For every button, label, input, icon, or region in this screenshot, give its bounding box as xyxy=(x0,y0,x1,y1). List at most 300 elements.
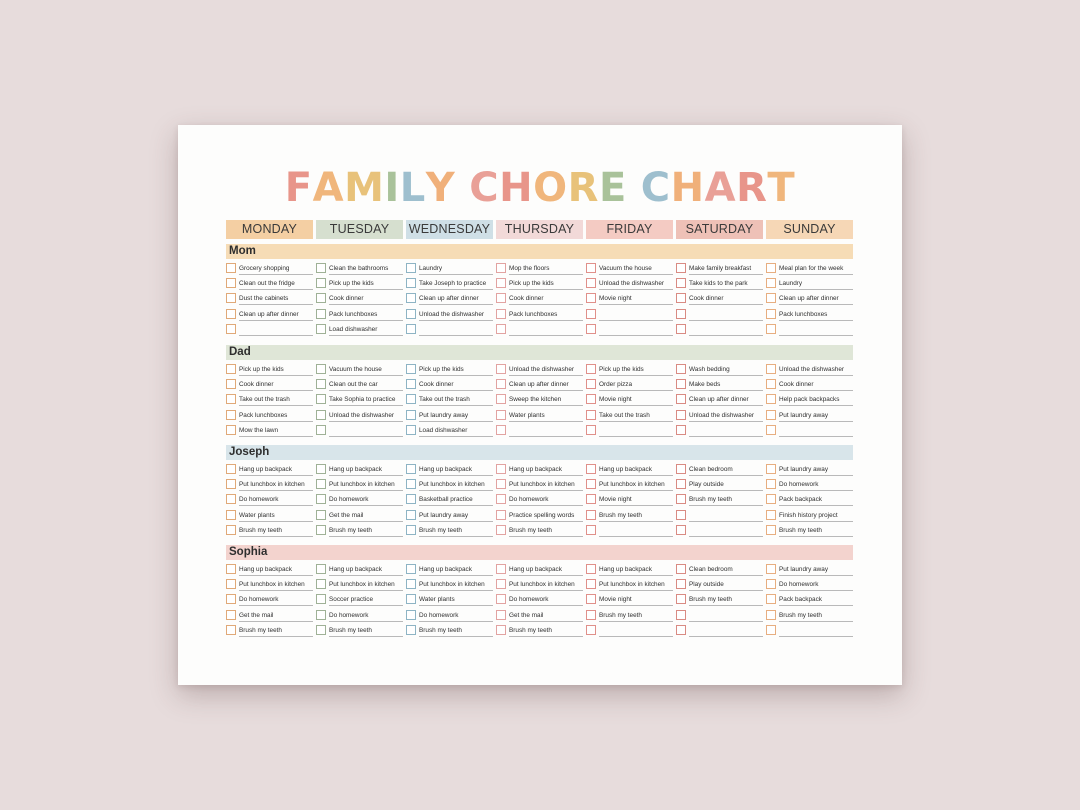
task-underline xyxy=(779,590,853,591)
task-checkbox[interactable] xyxy=(496,510,506,520)
task-underline xyxy=(509,335,583,336)
task-row xyxy=(496,363,583,378)
task-checkbox[interactable] xyxy=(406,293,416,303)
task-checkbox[interactable] xyxy=(496,610,506,620)
task-row xyxy=(586,277,673,292)
task-label: Get the mail xyxy=(509,611,544,619)
task-row xyxy=(496,378,583,393)
task-checkbox[interactable] xyxy=(496,263,506,273)
task-checkbox[interactable] xyxy=(496,625,506,635)
task-checkbox[interactable] xyxy=(406,594,416,604)
task-row xyxy=(496,563,583,578)
task-checkbox[interactable] xyxy=(676,324,686,334)
title-letter xyxy=(455,165,469,211)
task-checkbox[interactable] xyxy=(316,610,326,620)
task-row xyxy=(586,463,673,478)
task-checkbox[interactable] xyxy=(676,464,686,474)
task-label: Unload the dishwasher xyxy=(329,411,395,419)
task-checkbox[interactable] xyxy=(766,564,776,574)
task-checkbox[interactable] xyxy=(406,394,416,404)
task-checkbox[interactable] xyxy=(406,579,416,589)
task-row xyxy=(316,424,403,439)
task-checkbox[interactable] xyxy=(226,394,236,404)
task-label: Cook dinner xyxy=(239,381,274,389)
task-row xyxy=(676,463,763,478)
task-label: Pack lunchboxes xyxy=(329,310,378,318)
task-checkbox[interactable] xyxy=(226,525,236,535)
task-checkbox[interactable] xyxy=(406,425,416,435)
task-row xyxy=(226,478,313,493)
task-underline xyxy=(419,274,493,275)
task-checkbox[interactable] xyxy=(226,610,236,620)
task-checkbox[interactable] xyxy=(586,479,596,489)
task-checkbox[interactable] xyxy=(316,278,326,288)
task-checkbox[interactable] xyxy=(766,464,776,474)
task-underline xyxy=(329,289,403,290)
task-row xyxy=(316,493,403,508)
task-row xyxy=(586,393,673,408)
task-underline xyxy=(779,289,853,290)
task-checkbox[interactable] xyxy=(676,510,686,520)
task-label: Vacuum the house xyxy=(329,366,382,373)
section-dad xyxy=(226,345,853,439)
title-letter: H xyxy=(499,165,534,211)
task-label: Clean out the fridge xyxy=(239,280,295,288)
task-label: Brush my teeth xyxy=(779,526,822,534)
task-underline xyxy=(329,405,403,406)
task-checkbox[interactable] xyxy=(586,410,596,420)
task-checkbox[interactable] xyxy=(586,464,596,474)
task-checkbox[interactable] xyxy=(406,278,416,288)
task-row xyxy=(766,463,853,478)
task-underline xyxy=(599,636,673,637)
task-checkbox[interactable] xyxy=(226,579,236,589)
task-checkbox[interactable] xyxy=(676,525,686,535)
task-row xyxy=(496,409,583,424)
task-checkbox[interactable] xyxy=(766,293,776,303)
task-checkbox[interactable] xyxy=(316,525,326,535)
task-underline xyxy=(779,274,853,275)
task-checkbox[interactable] xyxy=(766,324,776,334)
task-underline xyxy=(599,375,673,376)
title-letter: A xyxy=(312,165,345,211)
task-checkbox[interactable] xyxy=(496,564,506,574)
member-name: Sophia xyxy=(226,545,853,560)
task-row xyxy=(676,593,763,608)
task-checkbox[interactable] xyxy=(496,324,506,334)
task-row xyxy=(676,424,763,439)
task-checkbox[interactable] xyxy=(316,479,326,489)
task-underline xyxy=(419,289,493,290)
task-checkbox[interactable] xyxy=(226,379,236,389)
task-checkbox[interactable] xyxy=(316,510,326,520)
task-row xyxy=(496,609,583,624)
task-row xyxy=(316,308,403,323)
task-row xyxy=(766,609,853,624)
task-label: Grocery shopping xyxy=(239,265,290,272)
task-label: Cook dinner xyxy=(779,381,814,389)
task-checkbox[interactable] xyxy=(766,263,776,273)
task-row xyxy=(316,378,403,393)
task-checkbox[interactable] xyxy=(586,293,596,303)
task-underline xyxy=(509,304,583,305)
task-underline xyxy=(239,590,313,591)
task-label: Brush my teeth xyxy=(689,596,732,604)
task-row xyxy=(676,524,763,539)
task-label: Vacuum the house xyxy=(599,265,652,272)
task-label: Make beds xyxy=(689,381,721,389)
task-label: Sweep the kitchen xyxy=(509,396,562,404)
task-label: Do homework xyxy=(779,481,819,489)
task-checkbox[interactable] xyxy=(766,494,776,504)
task-checkbox[interactable] xyxy=(766,309,776,319)
task-row xyxy=(406,308,493,323)
task-label: Pick up the kids xyxy=(239,366,284,373)
task-checkbox[interactable] xyxy=(406,525,416,535)
title-letter: L xyxy=(399,165,426,211)
task-label: Hang up backpack xyxy=(509,566,562,573)
task-checkbox[interactable] xyxy=(316,364,326,374)
task-underline xyxy=(779,505,853,506)
task-checkbox[interactable] xyxy=(496,410,506,420)
task-checkbox[interactable] xyxy=(586,394,596,404)
task-row xyxy=(676,308,763,323)
task-checkbox[interactable] xyxy=(406,479,416,489)
task-underline xyxy=(599,421,673,422)
task-checkbox[interactable] xyxy=(766,364,776,374)
task-row xyxy=(676,323,763,338)
task-underline xyxy=(509,390,583,391)
task-label: Hang up backpack xyxy=(599,566,652,573)
task-checkbox[interactable] xyxy=(766,394,776,404)
member-name: Joseph xyxy=(226,445,853,460)
task-row xyxy=(586,563,673,578)
task-checkbox[interactable] xyxy=(226,263,236,273)
task-checkbox[interactable] xyxy=(676,394,686,404)
task-underline xyxy=(509,289,583,290)
task-underline xyxy=(239,274,313,275)
task-checkbox[interactable] xyxy=(586,579,596,589)
task-checkbox[interactable] xyxy=(226,625,236,635)
task-checkbox[interactable] xyxy=(676,610,686,620)
task-checkbox[interactable] xyxy=(316,263,326,273)
task-checkbox[interactable] xyxy=(226,510,236,520)
task-underline xyxy=(419,490,493,491)
task-checkbox[interactable] xyxy=(496,364,506,374)
task-checkbox[interactable] xyxy=(766,479,776,489)
task-checkbox[interactable] xyxy=(316,564,326,574)
task-underline xyxy=(239,375,313,376)
task-underline xyxy=(329,605,403,606)
task-row xyxy=(766,478,853,493)
task-checkbox[interactable] xyxy=(496,309,506,319)
task-row xyxy=(586,308,673,323)
task-underline xyxy=(419,475,493,476)
day-header-tuesday: TUESDAY xyxy=(316,220,403,239)
task-row xyxy=(496,524,583,539)
task-row xyxy=(676,277,763,292)
task-row xyxy=(676,578,763,593)
task-underline xyxy=(329,590,403,591)
task-row xyxy=(406,609,493,624)
task-checkbox[interactable] xyxy=(226,564,236,574)
task-underline xyxy=(509,521,583,522)
task-checkbox[interactable] xyxy=(496,594,506,604)
task-checkbox[interactable] xyxy=(406,309,416,319)
task-checkbox[interactable] xyxy=(406,379,416,389)
task-label: Brush my teeth xyxy=(329,526,372,534)
task-label: Movie night xyxy=(599,496,632,504)
section-sophia xyxy=(226,545,853,639)
task-underline xyxy=(239,490,313,491)
task-checkbox[interactable] xyxy=(676,263,686,273)
task-checkbox[interactable] xyxy=(406,494,416,504)
task-checkbox[interactable] xyxy=(406,464,416,474)
task-label: Put lunchbox in kitchen xyxy=(509,481,575,489)
task-checkbox[interactable] xyxy=(496,494,506,504)
task-underline xyxy=(689,590,763,591)
task-checkbox[interactable] xyxy=(406,263,416,273)
day-header-thursday: THURSDAY xyxy=(496,220,583,239)
task-checkbox[interactable] xyxy=(676,293,686,303)
task-checkbox[interactable] xyxy=(676,379,686,389)
task-underline xyxy=(329,320,403,321)
task-checkbox[interactable] xyxy=(676,594,686,604)
section-joseph xyxy=(226,445,853,539)
task-row xyxy=(766,593,853,608)
task-checkbox[interactable] xyxy=(586,610,596,620)
task-label: Pack lunchboxes xyxy=(509,310,558,318)
task-checkbox[interactable] xyxy=(406,610,416,620)
task-grid xyxy=(226,363,853,439)
title-letter: C xyxy=(469,165,500,211)
task-checkbox[interactable] xyxy=(766,410,776,420)
task-checkbox[interactable] xyxy=(316,293,326,303)
task-checkbox[interactable] xyxy=(496,479,506,489)
task-checkbox[interactable] xyxy=(226,464,236,474)
task-checkbox[interactable] xyxy=(316,410,326,420)
task-checkbox[interactable] xyxy=(766,594,776,604)
task-underline xyxy=(239,320,313,321)
task-underline xyxy=(329,274,403,275)
task-checkbox[interactable] xyxy=(226,293,236,303)
task-label: Put lunchbox in kitchen xyxy=(599,581,665,589)
task-checkbox[interactable] xyxy=(226,410,236,420)
task-underline xyxy=(779,335,853,336)
task-checkbox[interactable] xyxy=(496,579,506,589)
task-underline xyxy=(689,536,763,537)
task-label: Hang up backpack xyxy=(419,566,472,573)
task-checkbox[interactable] xyxy=(766,610,776,620)
task-label: Take Sophia to practice xyxy=(329,396,396,404)
task-checkbox[interactable] xyxy=(316,324,326,334)
task-checkbox[interactable] xyxy=(766,278,776,288)
task-label: Unload the dishwasher xyxy=(509,366,575,373)
task-underline xyxy=(239,605,313,606)
task-label: Take out the trash xyxy=(599,411,650,419)
task-row xyxy=(496,277,583,292)
task-label: Brush my teeth xyxy=(599,511,642,519)
task-underline xyxy=(599,320,673,321)
member-name: Dad xyxy=(226,345,853,360)
task-underline xyxy=(779,436,853,437)
task-checkbox[interactable] xyxy=(586,525,596,535)
task-row xyxy=(226,378,313,393)
task-label: Take out the trash xyxy=(239,396,290,404)
task-checkbox[interactable] xyxy=(226,364,236,374)
task-underline xyxy=(689,304,763,305)
task-row xyxy=(316,624,403,639)
task-checkbox[interactable] xyxy=(316,579,326,589)
task-checkbox[interactable] xyxy=(406,625,416,635)
task-checkbox[interactable] xyxy=(406,364,416,374)
task-label: Hang up backpack xyxy=(419,466,472,473)
task-row xyxy=(406,363,493,378)
task-row xyxy=(316,524,403,539)
task-row xyxy=(586,323,673,338)
task-checkbox[interactable] xyxy=(586,564,596,574)
task-checkbox[interactable] xyxy=(676,579,686,589)
task-checkbox[interactable] xyxy=(586,278,596,288)
weekday-header-row xyxy=(226,220,853,239)
task-checkbox[interactable] xyxy=(766,525,776,535)
task-label: Cook dinner xyxy=(509,295,544,303)
task-checkbox[interactable] xyxy=(676,410,686,420)
task-underline xyxy=(689,421,763,422)
task-checkbox[interactable] xyxy=(586,625,596,635)
task-checkbox[interactable] xyxy=(586,379,596,389)
task-checkbox[interactable] xyxy=(676,494,686,504)
task-underline xyxy=(419,421,493,422)
task-checkbox[interactable] xyxy=(586,309,596,319)
task-underline xyxy=(329,536,403,537)
task-checkbox[interactable] xyxy=(586,425,596,435)
task-label: Movie night xyxy=(599,396,632,404)
task-checkbox[interactable] xyxy=(676,564,686,574)
task-checkbox[interactable] xyxy=(496,425,506,435)
task-row xyxy=(496,292,583,307)
task-underline xyxy=(599,536,673,537)
task-underline xyxy=(419,590,493,591)
title-letter: M xyxy=(344,165,385,211)
task-row xyxy=(586,424,673,439)
task-underline xyxy=(419,320,493,321)
task-checkbox[interactable] xyxy=(316,425,326,435)
task-row xyxy=(496,478,583,493)
task-checkbox[interactable] xyxy=(766,579,776,589)
task-checkbox[interactable] xyxy=(496,379,506,389)
task-row xyxy=(226,463,313,478)
task-row xyxy=(406,509,493,524)
task-label: Soccer practice xyxy=(329,596,374,604)
task-checkbox[interactable] xyxy=(586,594,596,604)
task-checkbox[interactable] xyxy=(406,510,416,520)
task-checkbox[interactable] xyxy=(766,510,776,520)
task-checkbox[interactable] xyxy=(766,379,776,389)
task-checkbox[interactable] xyxy=(586,364,596,374)
task-row xyxy=(226,493,313,508)
task-checkbox[interactable] xyxy=(586,263,596,273)
task-checkbox[interactable] xyxy=(766,425,776,435)
task-underline xyxy=(509,590,583,591)
task-checkbox[interactable] xyxy=(226,324,236,334)
task-checkbox[interactable] xyxy=(406,410,416,420)
task-underline xyxy=(239,421,313,422)
task-underline xyxy=(689,335,763,336)
task-checkbox[interactable] xyxy=(316,494,326,504)
task-row xyxy=(676,478,763,493)
task-label: Get the mail xyxy=(239,611,274,619)
task-checkbox[interactable] xyxy=(496,464,506,474)
task-checkbox[interactable] xyxy=(676,425,686,435)
task-row xyxy=(676,393,763,408)
task-label: Water plants xyxy=(419,596,455,604)
task-checkbox[interactable] xyxy=(316,379,326,389)
task-row xyxy=(766,277,853,292)
task-underline xyxy=(599,475,673,476)
task-checkbox[interactable] xyxy=(226,594,236,604)
task-row xyxy=(496,578,583,593)
task-checkbox[interactable] xyxy=(226,494,236,504)
task-checkbox[interactable] xyxy=(226,278,236,288)
task-label: Brush my teeth xyxy=(239,526,282,534)
task-underline xyxy=(419,536,493,537)
task-checkbox[interactable] xyxy=(226,479,236,489)
task-underline xyxy=(419,505,493,506)
task-row xyxy=(316,463,403,478)
task-underline xyxy=(599,436,673,437)
task-checkbox[interactable] xyxy=(316,394,326,404)
task-checkbox[interactable] xyxy=(676,625,686,635)
task-checkbox[interactable] xyxy=(316,464,326,474)
task-checkbox[interactable] xyxy=(316,594,326,604)
task-underline xyxy=(239,536,313,537)
task-label: Laundry xyxy=(419,265,443,272)
task-checkbox[interactable] xyxy=(226,425,236,435)
task-row xyxy=(406,393,493,408)
task-checkbox[interactable] xyxy=(586,494,596,504)
task-row xyxy=(406,493,493,508)
task-checkbox[interactable] xyxy=(496,525,506,535)
title-letter: Y xyxy=(425,165,456,211)
task-checkbox[interactable] xyxy=(676,479,686,489)
task-checkbox[interactable] xyxy=(586,510,596,520)
task-checkbox[interactable] xyxy=(676,364,686,374)
task-checkbox[interactable] xyxy=(316,309,326,319)
task-label: Put lunchbox in kitchen xyxy=(239,581,305,589)
task-checkbox[interactable] xyxy=(586,324,596,334)
task-underline xyxy=(329,421,403,422)
task-underline xyxy=(689,475,763,476)
task-checkbox[interactable] xyxy=(676,309,686,319)
task-checkbox[interactable] xyxy=(766,625,776,635)
task-label: Put lunchbox in kitchen xyxy=(329,481,395,489)
task-underline xyxy=(419,521,493,522)
task-underline xyxy=(329,621,403,622)
task-checkbox[interactable] xyxy=(676,278,686,288)
task-checkbox[interactable] xyxy=(496,394,506,404)
task-checkbox[interactable] xyxy=(406,564,416,574)
task-checkbox[interactable] xyxy=(226,309,236,319)
task-checkbox[interactable] xyxy=(316,625,326,635)
task-underline xyxy=(599,590,673,591)
task-checkbox[interactable] xyxy=(406,324,416,334)
task-underline xyxy=(509,274,583,275)
task-checkbox[interactable] xyxy=(496,293,506,303)
task-row xyxy=(676,262,763,277)
task-checkbox[interactable] xyxy=(496,278,506,288)
task-underline xyxy=(689,575,763,576)
